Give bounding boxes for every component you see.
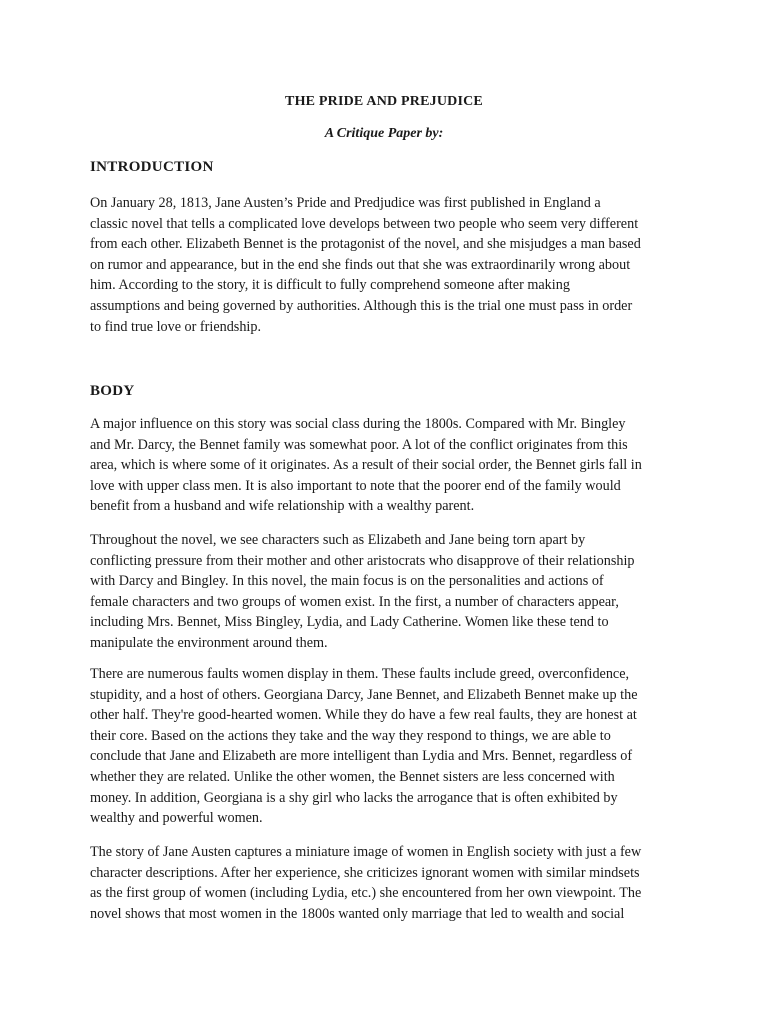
text-line: their core. Based on the actions they take and the way they respond to things, we are able to: [90, 727, 611, 744]
text-line: Throughout the novel, we see characters such as Elizabeth and Jane being torn apart by: [90, 532, 586, 548]
text-line: character descriptions. After her experience, she criticizes ignorant women with similar mindsets: [90, 864, 640, 881]
document-title: THE PRIDE AND PREJUDICE: [285, 94, 483, 109]
text-line: conclude that Jane and Elizabeth are more intelligent than Lydia and Mrs. Bennet, regardless of: [90, 748, 633, 765]
text-line: love with upper class men. It is also important to note that the poorer end of the family would: [90, 477, 621, 494]
text-line: On January 28, 1813, Jane Austen’s Pride and Predjudice was first published in England a: [90, 195, 601, 211]
body-paragraph-3: [90, 664, 660, 829]
body-paragraph-4: [90, 842, 660, 924]
text-line: him. According to the story, it is difficult to fully comprehend someone after making: [90, 277, 570, 294]
text-line: including Mrs. Bennet, Miss Bingley, Lydia, and Lady Catherine. Women like these tend to: [90, 614, 609, 631]
text-line: on rumor and appearance, but in the end she finds out that she was extraordinarily wrong about: [90, 256, 631, 273]
text-line: classic novel that tells a complicated love develops between two people who seem very different: [90, 215, 639, 232]
text-line: assumptions and being governed by authorities. Although this is the trial one must pass in order: [90, 297, 633, 314]
document-subtitle: A Critique Paper by:: [324, 126, 444, 141]
text-line: stupidity, and a host of others. Georgiana Darcy, Jane Bennet, and Elizabeth Bennet make up the: [90, 686, 638, 703]
text-line: conflicting pressure from their mother and other aristocrats who disapprove of their relationship: [90, 552, 635, 569]
text-line: wealthy and powerful women.: [90, 810, 263, 827]
text-line: A major influence on this story was social class during the 1800s. Compared with Mr. Bingley: [90, 416, 626, 432]
text-line: with Darcy and Bingley. In this novel, the main focus is on the personalities and actions of: [90, 573, 604, 590]
text-line: manipulate the environment around them.: [90, 634, 328, 651]
text-line: There are numerous faults women display in them. These faults include greed, overconfidence,: [90, 666, 630, 682]
body-heading: BODY: [90, 383, 135, 399]
introduction-heading: INTRODUCTION: [90, 159, 214, 175]
introduction-paragraph: [90, 193, 660, 337]
text-line: money. In addition, Georgiana is a shy girl who lacks the arrogance that is often exhibited by: [90, 789, 618, 806]
text-line: area, which is where some of it originates. As a result of their social order, the Bennet girls fall in: [90, 457, 642, 474]
text-line: other half. They're good-hearted women. While they do have a few real faults, they are honest at: [90, 707, 637, 724]
text-line: female characters and two groups of women exist. In the first, a number of characters appear,: [90, 593, 619, 610]
text-line: The story of Jane Austen captures a miniature image of women in English society with just a few: [90, 844, 642, 860]
text-line: novel shows that most women in the 1800s wanted only marriage that led to wealth and social: [90, 905, 625, 922]
body-paragraph-2: [90, 530, 660, 654]
text-line: whether they are related. Unlike the other women, the Bennet sisters are less concerned with: [90, 768, 615, 785]
text-line: from each other. Elizabeth Bennet is the protagonist of the novel, and she misjudges a man based: [90, 236, 641, 253]
text-line: benefit from a husband and wife relationship with a wealthy parent.: [90, 498, 475, 515]
text-line: to find true love or friendship.: [90, 318, 261, 335]
body-paragraph-1: [90, 414, 660, 517]
text-line: and Mr. Darcy, the Bennet family was somewhat poor. A lot of the conflict originates from this: [90, 436, 628, 453]
text-line: as the first group of women (including Lydia, etc.) she encountered from her own viewpoint. The: [90, 885, 642, 902]
